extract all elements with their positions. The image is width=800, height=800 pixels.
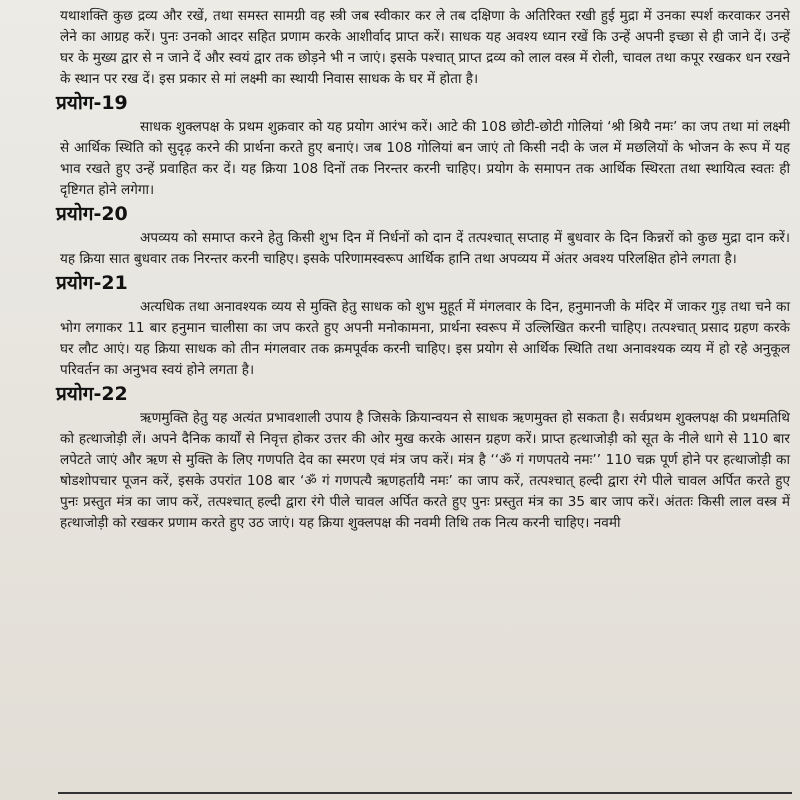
section-heading-19: प्रयोग-19 xyxy=(56,92,128,114)
section-body-21: अत्यधिक तथा अनावश्यक व्यय से मुक्ति हेतु साधक को शुभ मुहूर्त में मंगलवार के दिन, हनुमानजी के मंदिर में जाकर गुड़ तथा चने का भोग लगाकर 11 बार हनुमान चालीसा का जप करते हुए अपनी मनोकामना, प्रार्थना स्वरूप में उल्लिखित करनी चाहिए। तत्पश्चात् प्रसाद ग्रहण करके घर लौट आएं। यह क्रिया साधक को तीन मंगलवार तक क्रमपूर्वक करनी चाहिए। इस प्रयोग से आर्थिक स्थिति तथा अनावश्यक व्यय में हो रहे अनुकूल परिवर्तन का अनुभव स्वयं होने लगता है। xyxy=(60,299,790,378)
bottom-rule xyxy=(58,792,792,794)
section-heading-22: प्रयोग-22 xyxy=(56,383,128,405)
section-heading-20: प्रयोग-20 xyxy=(56,203,128,225)
section-body-19: साधक शुक्लपक्ष के प्रथम शुक्रवार को यह प्रयोग आरंभ करें। आटे की 108 छोटी-छोटी गोलियां ‘श्री श्रियै नमः’ का जप तथा मां लक्ष्मी से आर्थिक स्थिति को सुदृढ़ करने की प्रार्थना करते हुए बनाएं। जब 108 गोलियां बन जाएं तो किसी नदी के जल में मछलियों के भोजन के रूप में यह भाव रखते हुए उन्हें प्रवाहित कर दें। यह क्रिया 108 दिनों तक निरन्तर करनी चाहिए। प्रयोग के समापन तक आर्थिक स्थिरता तथा स्थायित्व स्वतः ही दृष्टिगत होने लगेगा। xyxy=(60,119,790,198)
opening-paragraph: यथाशक्ति कुछ द्रव्य और रखें, तथा समस्त सामग्री वह स्त्री जब स्वीकार कर ले तब दक्षिणा के अतिरिक्त रखी हुई मुद्रा में उनका स्पर्श करवाकर उनसे लेने का आग्रह करें। पुनः उनको आदर सहित प्रणाम करके आशीर्वाद प्राप्त करें। साधक यह अवश्य ध्यान रखें कि उन्हें अपनी इच्छा से ही जाने दें। उन्हें घर के मुख्य द्वार से न जाने दें और स्वयं द्वार तक छोड़ने भी न जाएं। इसके पश्चात् प्राप्त द्रव्य को लाल वस्त्र में रोली, चावल तथा कपूर रखकर धन रखने के स्थान पर रख दें। इस प्रकार से मां लक्ष्मी का स्थायी निवास साधक के घर में होता है। xyxy=(60,8,790,87)
section-body-20: अपव्यय को समाप्त करने हेतु किसी शुभ दिन में निर्धनों को दान दें तत्पश्चात् सप्ताह में बुधवार के दिन किन्नरों को कुछ मुद्रा दान करें। यह क्रिया सात बुधवार तक निरन्तर करनी चाहिए। इसके परिणामस्वरूप आर्थिक हानि तथा अपव्यय में अंतर अवश्य परिलक्षित होने लगता है। xyxy=(60,230,790,267)
section-body-22: ऋणमुक्ति हेतु यह अत्यंत प्रभावशाली उपाय है जिसके क्रियान्वयन से साधक ऋणमुक्त हो सकता है। सर्वप्रथम शुक्लपक्ष की प्रथमतिथि को हत्थाजोड़ी लें। अपने दैनिक कार्यों से निवृत्त होकर उत्तर की ओर मुख करके आसन ग्रहण करें। प्राप्त हत्थाजोड़ी को सूत के नीले धागे से 110 बार लपेटते जाएं और ऋण से मुक्ति के लिए गणपति देव का स्मरण एवं मंत्र जप करें। मंत्र है ‘‘ॐ गं गणपतये नमः’’ 110 चक्र पूर्ण होने पर हत्थाजोड़ी का षोडशोपचार पूजन करें, इसके उपरांत 108 बार ‘ॐ गं गणपत्यै ऋणहर्तायै नमः’ का जाप करें, तत्पश्चात् हल्दी द्वारा रंगे पीले चावल अर्पित करते हुए पुनः प्रस्तुत मंत्र का जाप करें, तत्पश्चात् हल्दी द्वारा रंगे पीले चावल अर्पित करते हुए पुनः प्रस्तुत मंत्र का 35 बार जाप करें। अंततः किसी लाल वस्त्र में हत्थाजोड़ी को रखकर प्रणाम करते हुए उठ जाएं। यह क्रिया शुक्लपक्ष की नवमी तिथि तक नित्य करनी चाहिए। नवमी xyxy=(60,410,790,531)
section-heading-21: प्रयोग-21 xyxy=(56,272,128,294)
